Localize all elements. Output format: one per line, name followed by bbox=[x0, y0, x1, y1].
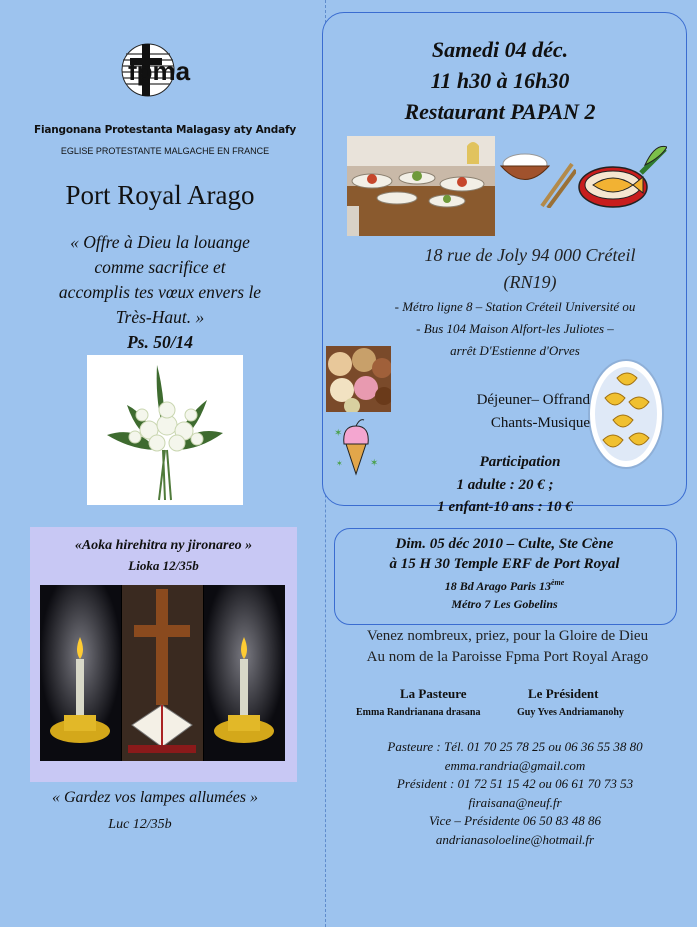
sunday-metro: Métro 7 Les Gobelins bbox=[451, 597, 558, 611]
address-line: 18 rue de Joly 94 000 Créteil bbox=[424, 245, 636, 265]
event-date: Samedi 04 déc. bbox=[431, 37, 569, 62]
transit-line: - Bus 104 Maison Alfort-les Juliotes – bbox=[416, 321, 614, 336]
malagasy-verse-reference: Lioka 12/35b bbox=[128, 558, 199, 573]
price-line: 1 enfant-10 ans : 10 € bbox=[437, 499, 573, 515]
event-title bbox=[330, 34, 670, 127]
svg-text:fpma: fpma bbox=[128, 56, 191, 86]
verse-reference: Ps. 50/14 bbox=[126, 332, 194, 352]
event-activities bbox=[420, 389, 590, 435]
fish-pan-image bbox=[575, 143, 667, 213]
pasteure-title: La Pasteure bbox=[400, 686, 467, 701]
contact-email[interactable]: firaisana@neuf.fr bbox=[468, 794, 562, 810]
svg-text:✶: ✶ bbox=[336, 459, 343, 468]
fpma-logo-icon bbox=[118, 40, 218, 100]
org-name-french: EGLISE PROTESTANTE MALGACHE EN FRANCE bbox=[60, 146, 270, 156]
pasteure-name: Emma Randrianana drasana bbox=[356, 707, 481, 718]
invite-line: Venez nombreux, priez, pour la Gloire de Dieu bbox=[366, 628, 649, 644]
ice-cream-cone-icon bbox=[332, 416, 380, 476]
transit-line: - Métro ligne 8 – Station Créteil Université ou bbox=[394, 299, 636, 314]
address-line: (RN19) bbox=[503, 272, 557, 292]
contact-line: Président : 01 72 51 15 42 ou 06 61 70 73 53 bbox=[396, 776, 634, 791]
event-time: 11 h30 à 16h30 bbox=[430, 68, 570, 93]
contact-list bbox=[350, 738, 680, 849]
participation-prices bbox=[400, 474, 610, 518]
activity-item: Déjeuner– Offrand bbox=[476, 392, 590, 408]
parish-title: Port Royal Arago bbox=[65, 180, 255, 210]
ice-cream-scoops-image bbox=[326, 346, 391, 412]
flower-bouquet-image bbox=[87, 355, 243, 505]
price-line: 1 adulte : 20 € ; bbox=[456, 477, 554, 493]
contact-email[interactable]: emma.randria@gmail.com bbox=[444, 757, 586, 773]
contact-line: Pasteure : Tél. 01 70 25 78 25 ou 06 36 55 38 80 bbox=[387, 739, 643, 754]
activity-item: Chants-Musique bbox=[490, 415, 590, 431]
invite-line: Au nom de la Paroisse Fpma Port Royal Arago bbox=[366, 649, 649, 665]
candles-cross-bible-image bbox=[40, 585, 285, 761]
invitation-text bbox=[335, 626, 680, 668]
org-name-malagasy: Fiangonana Protestanta Malagasy aty Andafy bbox=[33, 124, 297, 136]
sunday-temple: à 15 H 30 Temple ERF de Port Royal bbox=[389, 556, 620, 572]
contact-line: Vice – Présidente 06 50 83 48 86 bbox=[429, 813, 601, 828]
president-name: Guy Yves Andriamanohy bbox=[517, 707, 624, 718]
french-verse: « Gardez vos lampes allumées » bbox=[51, 789, 259, 806]
transit-line: arrêt D'Estienne d'Orves bbox=[450, 343, 580, 358]
buffet-table-image bbox=[347, 136, 495, 236]
malagasy-verse: «Aoka hirehitra ny jironareo » bbox=[74, 538, 253, 553]
event-address bbox=[380, 242, 680, 296]
sunday-date: Dim. 05 déc 2010 – Culte, Ste Cène bbox=[395, 536, 614, 552]
participation-title: Participation bbox=[479, 454, 561, 470]
french-verse-reference: Luc 12/35b bbox=[108, 817, 172, 832]
president-title: Le Président bbox=[528, 686, 599, 701]
chopsticks-image bbox=[536, 162, 576, 208]
transit-directions bbox=[350, 296, 680, 362]
bible-verse bbox=[30, 230, 290, 355]
svg-text:✶: ✶ bbox=[334, 428, 343, 439]
event-venue: Restaurant PAPAN 2 bbox=[404, 99, 596, 124]
svg-text:✶: ✶ bbox=[370, 458, 379, 469]
verse-line: accomplis tes vœux envers le bbox=[58, 282, 262, 302]
contact-email[interactable]: andrianasoloeline@hotmail.fr bbox=[435, 831, 595, 847]
verse-line: Très-Haut. » bbox=[115, 307, 205, 327]
sunday-address: 18 Bd Arago Paris 13ème bbox=[444, 578, 565, 593]
verse-line: « Offre à Dieu la louange bbox=[70, 232, 250, 252]
verse-line: comme sacrifice et bbox=[94, 257, 226, 277]
